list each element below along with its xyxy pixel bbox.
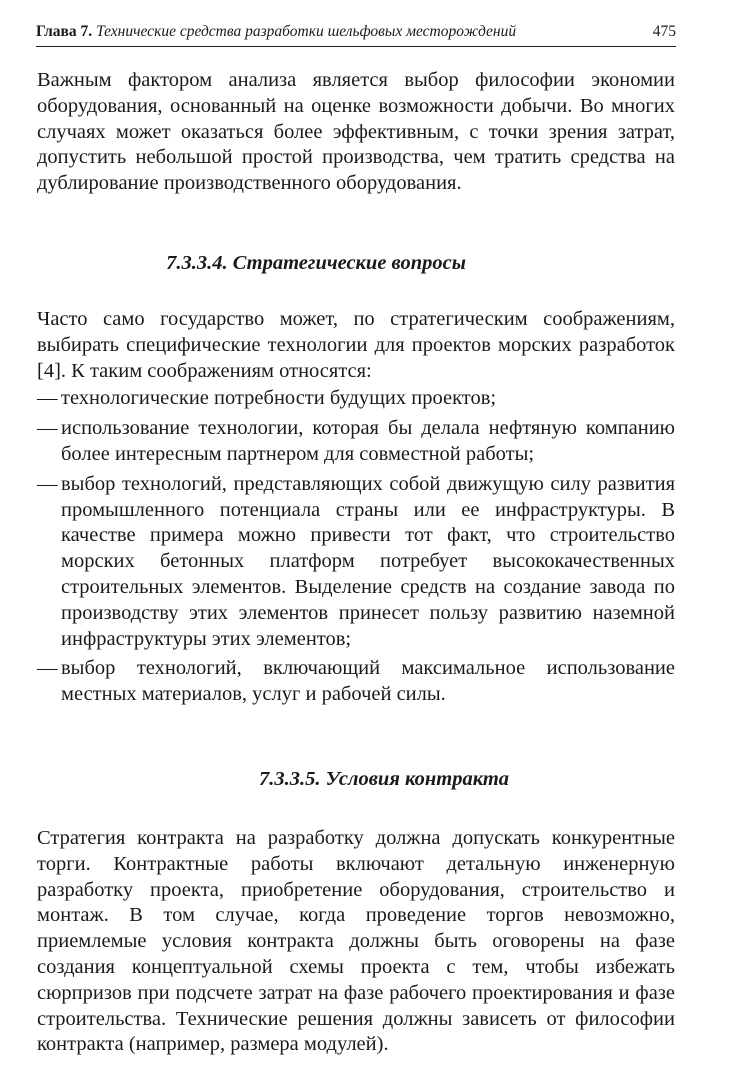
dash-marker: — bbox=[37, 387, 58, 410]
section-heading-strategic: 7.3.3.4. Стратегические вопросы bbox=[166, 251, 466, 274]
page-body bbox=[37, 68, 675, 1058]
dash-marker: — bbox=[37, 472, 58, 495]
strategic-paragraph: Часто само государство может, по стратегическим соображениям, выбирать специфические технологии для проектов морских разработок [4]. К таким соображениям относятся: bbox=[37, 307, 675, 382]
intro-paragraph: Важным фактором анализа является выбор философии экономии оборудования, основанный на оценке возможности добычи. Во многих случаях может оказаться более эффективным, с точки зрения затрат, допустить небольшой простой производства, чем тратить средства на дублирование производственного оборудования. bbox=[37, 69, 675, 195]
running-header bbox=[36, 22, 676, 47]
chapter-title: Технические средства разработки шельфовых месторождений bbox=[96, 23, 517, 40]
list-item-text: выбор технологий, представляющих собой движущую силу развития промышленного потенциала страны или ее инфраструктуры. В качестве примера можно привести тот факт, что строительство морских бетонных платформ потребует высококачественных строительных элементов. Выделение средств на создание завода по производству этих элементов принесет пользу развитию наземной инфраструктуры этих элементов; bbox=[61, 472, 675, 650]
dash-marker: — bbox=[37, 657, 58, 680]
list-item bbox=[37, 416, 675, 468]
considerations-list bbox=[37, 386, 675, 708]
list-item-text: технологические потребности будущих проектов; bbox=[61, 387, 497, 410]
list-item bbox=[37, 472, 675, 653]
dash-marker: — bbox=[37, 417, 58, 440]
list-item bbox=[37, 656, 675, 708]
section-heading-contract: 7.3.3.5. Условия контракта bbox=[258, 767, 510, 790]
contract-paragraph: Стратегия контракта на разработку должна допускать конкурентные торги. Контрактные работы включают детальную инженерную разработку проекта, приобретение оборудования, строительство и монтаж. В том случае, когда проведение торгов невозможно, приемлемые условия контракта должны быть оговорены на фазе создания концептуальной схемы проекта с тем, чтобы избежать сюрпризов при подсчете затрат на фазе рабочего проектирования и фазе строительства. Технические решения должны зависеть от философии контракта (например, размера модулей). bbox=[37, 826, 675, 1056]
header-chapter-title bbox=[36, 22, 516, 42]
chapter-label: Глава 7. bbox=[36, 23, 93, 40]
list-item-text: выбор технологий, включающий максимальное использование местных материалов, услуг и рабочей силы. bbox=[61, 657, 675, 706]
page-number: 475 bbox=[652, 23, 676, 40]
list-item-text: использование технологии, которая бы делала нефтяную компанию более интересным партнером для совместной работы; bbox=[61, 417, 675, 465]
list-item bbox=[37, 386, 675, 412]
